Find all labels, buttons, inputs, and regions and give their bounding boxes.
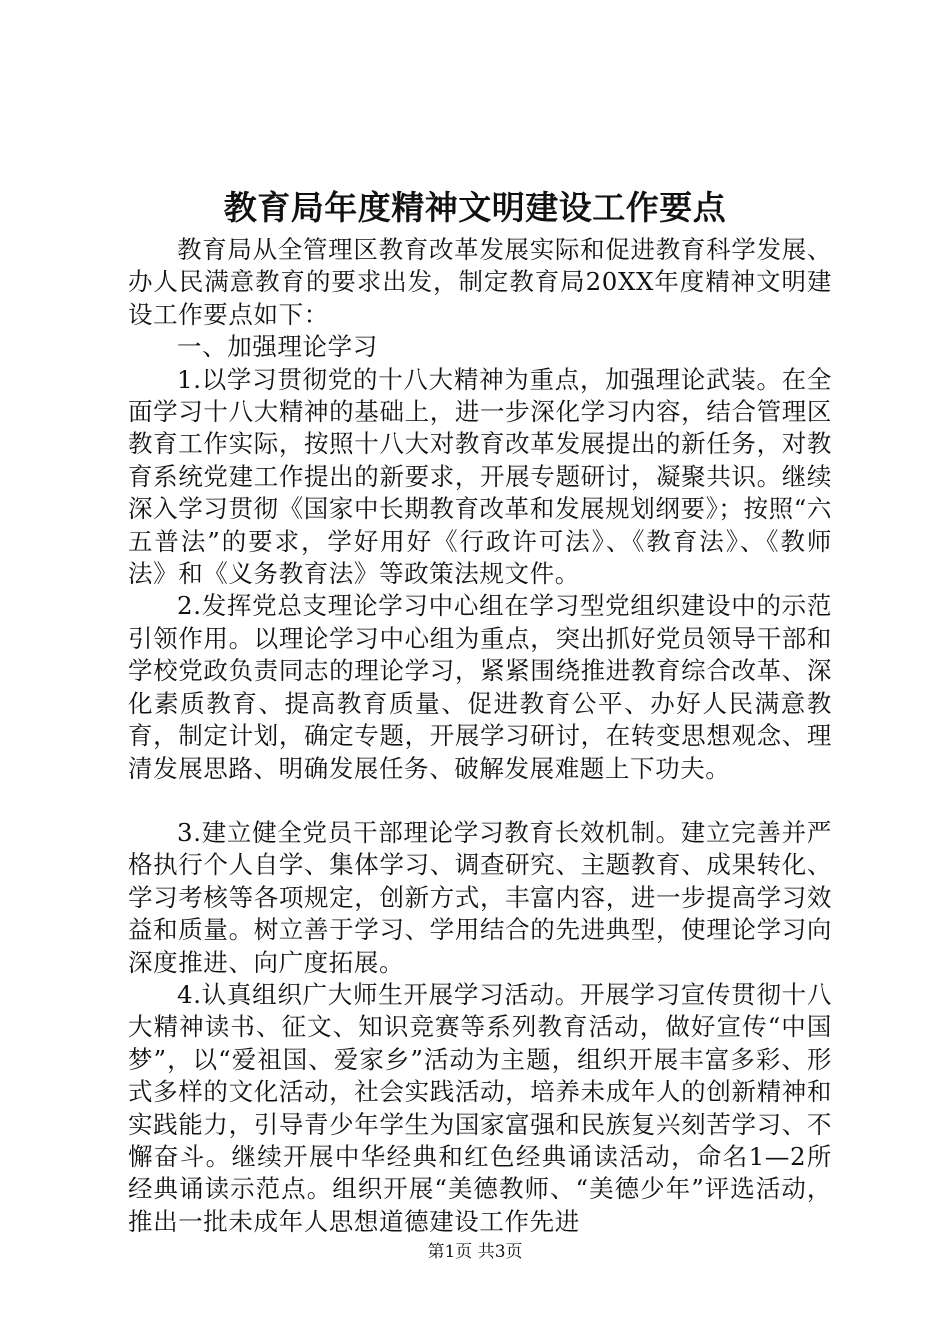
intro-paragraph: 教育局从全管理区教育改革发展实际和促进教育科学发展、办人民满意教育的要求出发，制定教育局20XX年度精神文明建设工作要点如下：: [128, 235, 832, 329]
document-body: [128, 234, 832, 1238]
item-3-paragraph: 3.建立健全党员干部理论学习教育长效机制。建立完善并严格执行个人自学、集体学习、调查研究、主题教育、成果转化、学习考核等各项规定，创新方式，丰富内容，进一步提高学习效益和质量。树立善于学习、学用结合的先进典型，使理论学习向深度推进、向广度拓展。: [128, 817, 832, 977]
item-1-paragraph: 1.以学习贯彻党的十八大精神为重点，加强理论武装。在全面学习十八大精神的基础上，进一步深化学习内容，结合管理区教育工作实际，按照十八大对教育改革发展提出的新任务，对教育系统党建工作提出的新要求，开展专题研讨，凝聚共识。继续深入学习贯彻《国家中长期教育改革和发展规划纲要》；按照“六五普法”的要求，学好用好《行政许可法》、《教育法》、《教师法》和《义务教育法》等政策法规文件。: [128, 364, 832, 589]
item-2-paragraph: 2.发挥党总支理论学习中心组在学习型党组织建设中的示范引领作用。以理论学习中心组为重点，突出抓好党员领导干部和学校党政负责同志的理论学习，紧紧围绕推进教育综合改革、深化素质教育、提高教育质量、促进教育公平、办好人民满意教育，制定计划，确定专题，开展学习研讨，在转变思想观念、理清发展思路、明确发展任务、破解发展难题上下功夫。: [128, 591, 832, 783]
item-4-paragraph: 4.认真组织广大师生开展学习活动。开展学习宣传贯彻十八大精神读书、征文、知识竞赛等系列教育活动，做好宣传“中国梦”，以“爱祖国、爱家乡”活动为主题，组织开展丰富多彩、形式多样的文化活动，社会实践活动，培养未成年人的创新精神和实践能力，引导青少年学生为国家富强和民族复兴刻苦学习、不懈奋斗。继续开展中华经典和红色经典诵读活动，命名1—2所经典诵读示范点。组织开展“美德教师、“美德少年”评选活动，推出一批未成年人思想道德建设工作先进: [128, 979, 832, 1236]
document-title: 教育局年度精神文明建设工作要点: [223, 188, 727, 227]
page-number-footer: 第1页 共3页: [427, 1242, 523, 1262]
section-heading-theory-study: 一、加强理论学习: [177, 332, 378, 362]
